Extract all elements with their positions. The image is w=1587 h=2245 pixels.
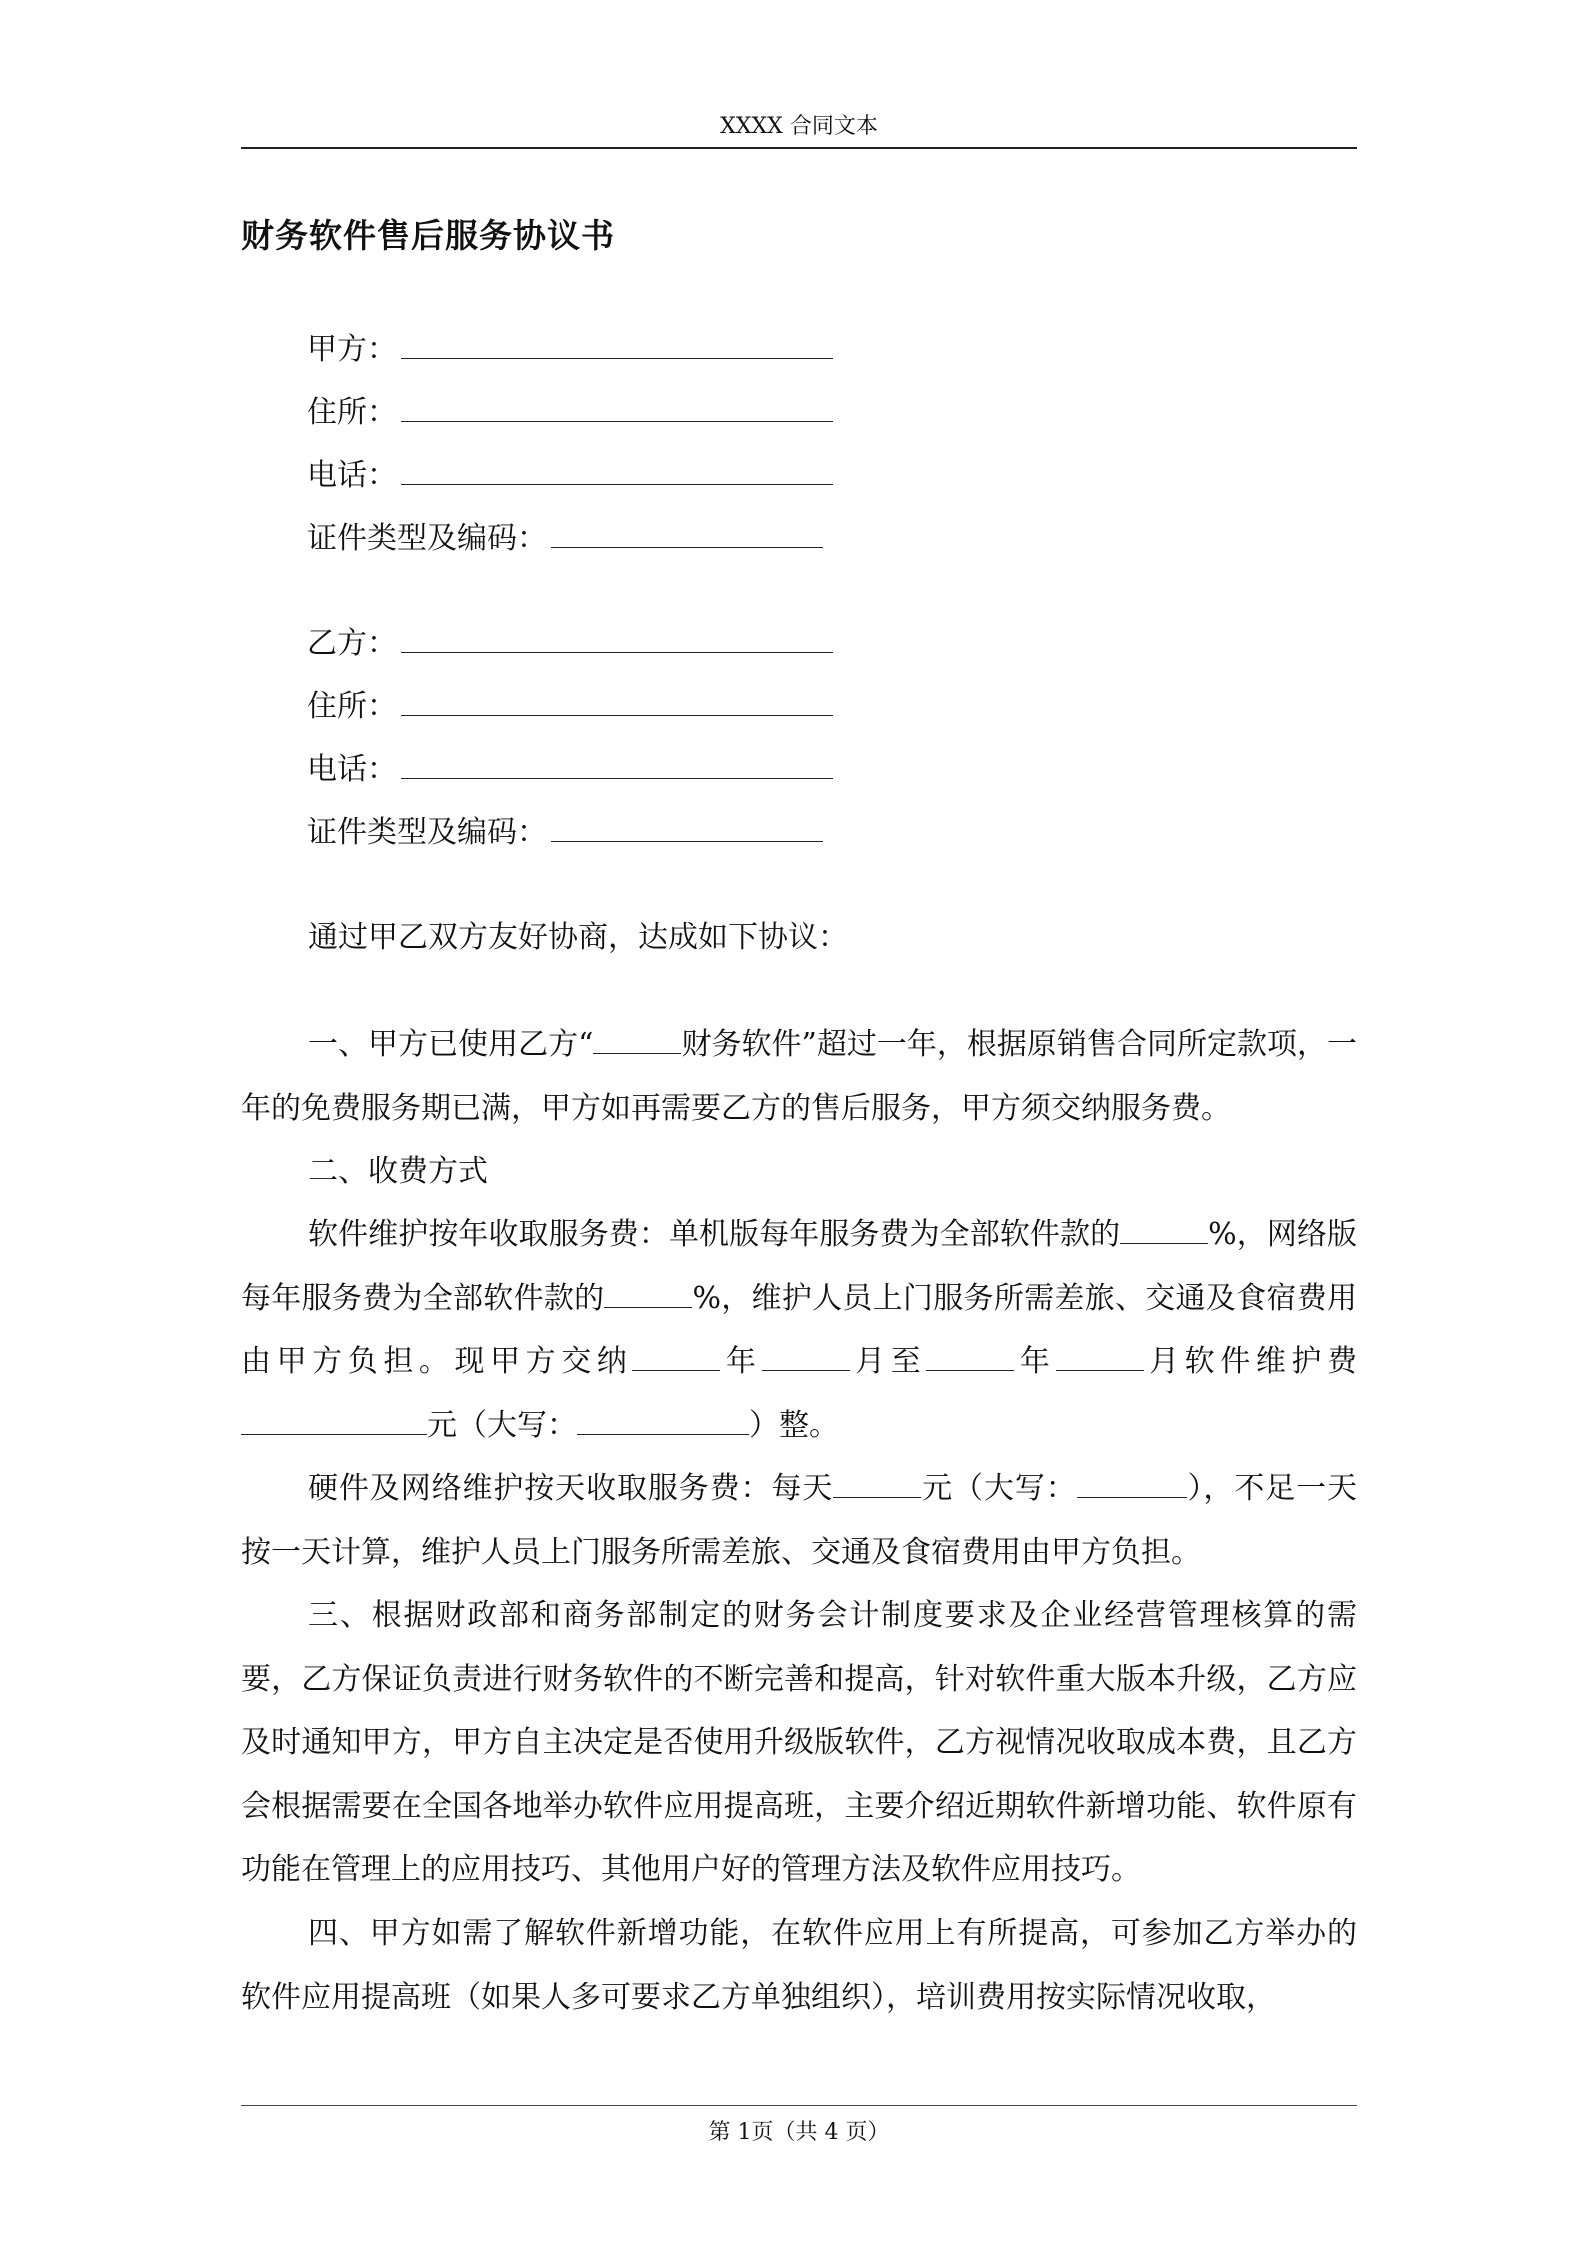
software-name-blank[interactable] <box>593 1027 681 1054</box>
start-month-blank[interactable] <box>762 1344 850 1371</box>
clause-1-text-b: 财务软件”超过一年，根据原销售合同所定款项，一年的免费服务期已满，甲方如再需要乙方的售后服务，甲方须交纳服务费。 <box>241 1027 1357 1126</box>
clause-1-text-a: 一、甲方已使用乙方“ <box>308 1027 594 1062</box>
daily-fee-words-blank[interactable] <box>1077 1471 1187 1498</box>
end-year-blank[interactable] <box>926 1344 1014 1371</box>
header-divider <box>241 147 1357 149</box>
footer-divider <box>241 2105 1357 2106</box>
party-b-name-field <box>307 624 833 664</box>
software-fee-text-h: 元（大写： <box>427 1407 577 1443</box>
software-fee-text-i: ）整。 <box>749 1407 839 1443</box>
software-fee-text-d: 年 <box>720 1344 762 1379</box>
party-a-id-label: 证件类型及编码： <box>307 521 547 556</box>
party-a-name-label: 甲方： <box>307 332 397 367</box>
party-a-id-field <box>307 519 823 559</box>
software-fee-text-a: 软件维护按年收取服务费：单机版每年服务费为全部软件款的 <box>308 1217 1121 1252</box>
party-b-address-field <box>307 687 833 727</box>
software-fee-text-e: 月至 <box>849 1344 927 1379</box>
network-percent-blank[interactable] <box>604 1281 692 1308</box>
software-fee-paragraph <box>241 1203 1357 1457</box>
standalone-percent-blank[interactable] <box>1120 1217 1208 1244</box>
software-fee-text-f: 年 <box>1014 1344 1056 1379</box>
party-a-name-blank[interactable] <box>401 330 833 359</box>
party-b-id-label: 证件类型及编码： <box>307 815 547 850</box>
party-a-address-field <box>307 393 833 433</box>
hardware-fee-paragraph <box>241 1457 1357 1584</box>
document-title: 财务软件售后服务协议书 <box>241 216 615 255</box>
party-a-name-field <box>307 330 833 370</box>
software-fee-text-c: %，维护人员上门服务所需差旅、交通及食宿费用由甲方负担。现甲方交纳 <box>241 1280 1357 1379</box>
hardware-fee-text-a: 硬件及网络维护按天收取服务费：每天 <box>308 1471 834 1506</box>
clause-2-heading: 二、收费方式 <box>308 1154 488 1189</box>
party-a-address-label: 住所： <box>307 395 397 430</box>
software-fee-text-g: 月软件维护费 <box>1143 1344 1358 1379</box>
party-b-id-blank[interactable] <box>551 813 823 842</box>
party-a-phone-label: 电话： <box>307 458 397 493</box>
party-a-address-blank[interactable] <box>401 393 833 422</box>
party-a-phone-blank[interactable] <box>401 456 833 485</box>
daily-fee-blank[interactable] <box>833 1471 921 1498</box>
party-b-phone-label: 电话： <box>307 752 397 787</box>
fee-amount-blank[interactable] <box>241 1408 427 1435</box>
page-header: XXXX 合同文本 <box>720 114 878 139</box>
hardware-fee-text-c: ），不足一天按一天计算，维护人员上门服务所需差旅、交通及食宿费用由甲方负担。 <box>241 1471 1358 1570</box>
end-month-blank[interactable] <box>1056 1344 1144 1371</box>
hardware-fee-text-b: 元（大写： <box>921 1471 1077 1506</box>
party-a-id-blank[interactable] <box>551 519 823 548</box>
clause-4-paragraph: 四、甲方如需了解软件新增功能，在软件应用上有所提高，可参加乙方举办的软件应用提高班（如果人多可要求乙方单独组织），培训费用按实际情况收取， <box>241 1916 1357 2015</box>
party-b-name-label: 乙方： <box>307 626 397 661</box>
party-b-name-blank[interactable] <box>401 624 833 653</box>
software-fee-text-b: %，网络版每年服务费为全部软件款的 <box>241 1217 1357 1316</box>
party-a-phone-field <box>307 456 833 496</box>
party-b-address-label: 住所： <box>307 689 397 724</box>
party-b-phone-blank[interactable] <box>401 750 833 779</box>
clause-1-paragraph <box>241 1013 1357 1140</box>
party-b-address-blank[interactable] <box>401 687 833 716</box>
fee-amount-words-blank[interactable] <box>577 1408 749 1435</box>
clause-3-paragraph: 三、根据财政部和商务部制定的财务会计制度要求及企业经营管理核算的需要，乙方保证负责进行财务软件的不断完善和提高，针对软件重大版本升级，乙方应及时通知甲方，甲方自主决定是否使用升级版软件，乙方视情况收取成本费，且乙方会根据需要在全国各地举办软件应用提高班，主要介绍近期软件新增功能、软件原有功能在管理上的应用技巧、其他用户好的管理方法及软件应用技巧。 <box>241 1598 1357 1887</box>
page-number: 第 1页（共 4 页） <box>708 2120 890 2145</box>
party-b-phone-field <box>307 750 833 790</box>
start-year-blank[interactable] <box>632 1344 720 1371</box>
party-b-id-field <box>307 813 823 853</box>
intro-paragraph: 通过甲乙双方友好协商，达成如下协议： <box>308 920 848 955</box>
